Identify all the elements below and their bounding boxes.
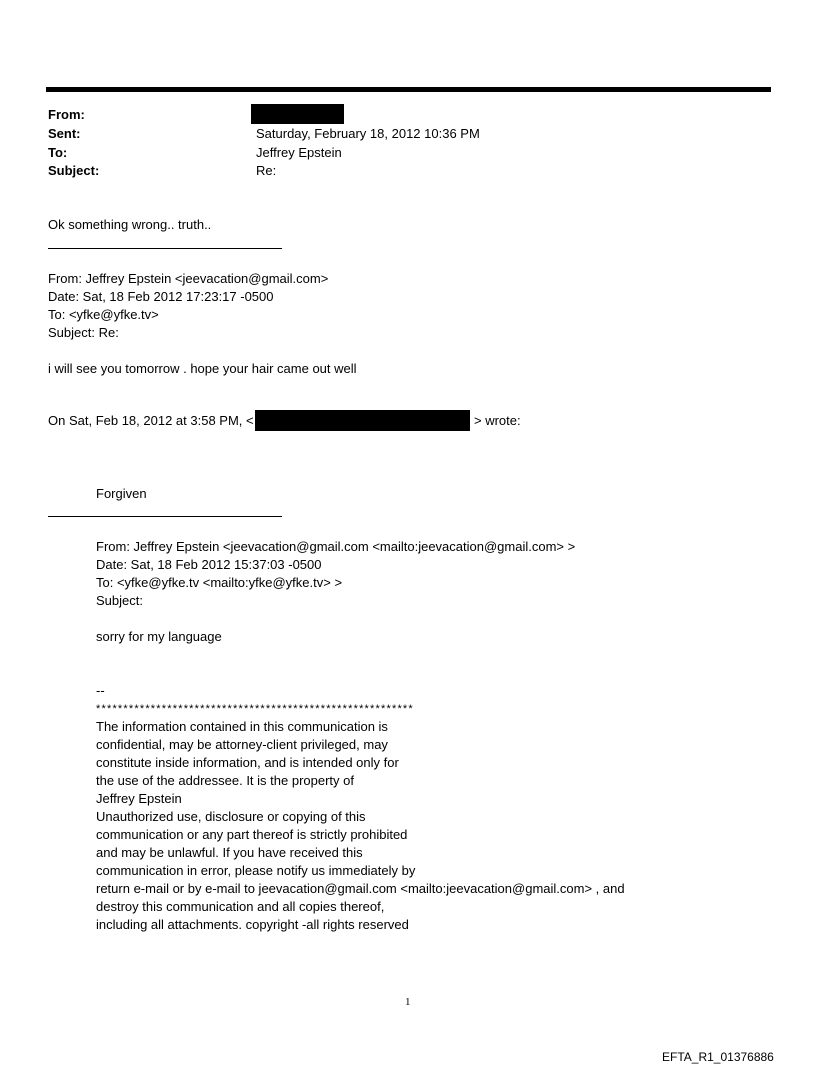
disclaimer-line: return e-mail or by e-mail to jeevacation@gmail.com <mailto:jeevacation@gmail.com> , and	[96, 881, 625, 896]
disclaimer-line: Jeffrey Epstein	[96, 791, 182, 806]
disclaimer-line: communication or any part thereof is strictly prohibited	[96, 827, 408, 842]
disclaimer-line: destroy this communication and all copies thereof,	[96, 899, 385, 914]
disclaimer-line: communication in error, please notify us immediately by	[96, 863, 416, 878]
disclaimer-line: the use of the addressee. It is the property of	[96, 773, 354, 788]
redacted-email	[255, 410, 470, 431]
quoted2-date: Date: Sat, 18 Feb 2012 15:37:03 -0500	[96, 557, 322, 572]
disclaimer-line: The information contained in this communication is	[96, 719, 388, 734]
quoted2-to: To: <yfke@yfke.tv <mailto:yfke@yfke.tv> >	[96, 575, 343, 590]
sent-value: Saturday, February 18, 2012 10:36 PM	[256, 126, 480, 141]
from-label: From:	[48, 107, 85, 122]
on-wrote-prefix: On Sat, Feb 18, 2012 at 3:58 PM, <	[48, 413, 254, 428]
signature-dashes: --	[96, 683, 105, 698]
separator-line	[48, 516, 282, 517]
disclaimer-line: Unauthorized use, disclosure or copying of this	[96, 809, 366, 824]
document-id: EFTA_R1_01376886	[662, 1050, 774, 1064]
header-rule	[46, 87, 771, 92]
subject-label: Subject:	[48, 163, 100, 178]
forgiven-text: Forgiven	[96, 486, 147, 501]
quoted1-date: Date: Sat, 18 Feb 2012 17:23:17 -0500	[48, 289, 274, 304]
quoted2-subject: Subject:	[96, 593, 143, 608]
quoted1-from: From: Jeffrey Epstein <jeevacation@gmail.com>	[48, 271, 329, 286]
signature-stars: **********************************************************	[96, 703, 414, 715]
disclaimer-line: constitute inside information, and is intended only for	[96, 755, 399, 770]
disclaimer-line: confidential, may be attorney-client privileged, may	[96, 737, 388, 752]
subject-value: Re:	[256, 163, 277, 178]
reply-text: Ok something wrong.. truth..	[48, 217, 212, 232]
disclaimer-line: and may be unlawful. If you have received this	[96, 845, 363, 860]
email-header	[48, 106, 548, 186]
quoted1-text: i will see you tomorrow . hope your hair came out well	[48, 361, 357, 376]
to-value: Jeffrey Epstein	[256, 145, 342, 160]
quoted1-to: To: <yfke@yfke.tv>	[48, 307, 159, 322]
to-label: To:	[48, 145, 68, 160]
quoted2-text: sorry for my language	[96, 629, 222, 644]
disclaimer-line: including all attachments. copyright -all rights reserved	[96, 917, 409, 932]
separator-line	[48, 248, 282, 249]
sent-label: Sent:	[48, 126, 81, 141]
on-wrote-suffix: > wrote:	[474, 413, 521, 428]
quoted2-from: From: Jeffrey Epstein <jeevacation@gmail.com <mailto:jeevacation@gmail.com> >	[96, 539, 576, 554]
redacted-sender	[251, 104, 344, 124]
page-number: 1	[405, 996, 411, 1008]
quoted1-subject: Subject: Re:	[48, 325, 119, 340]
